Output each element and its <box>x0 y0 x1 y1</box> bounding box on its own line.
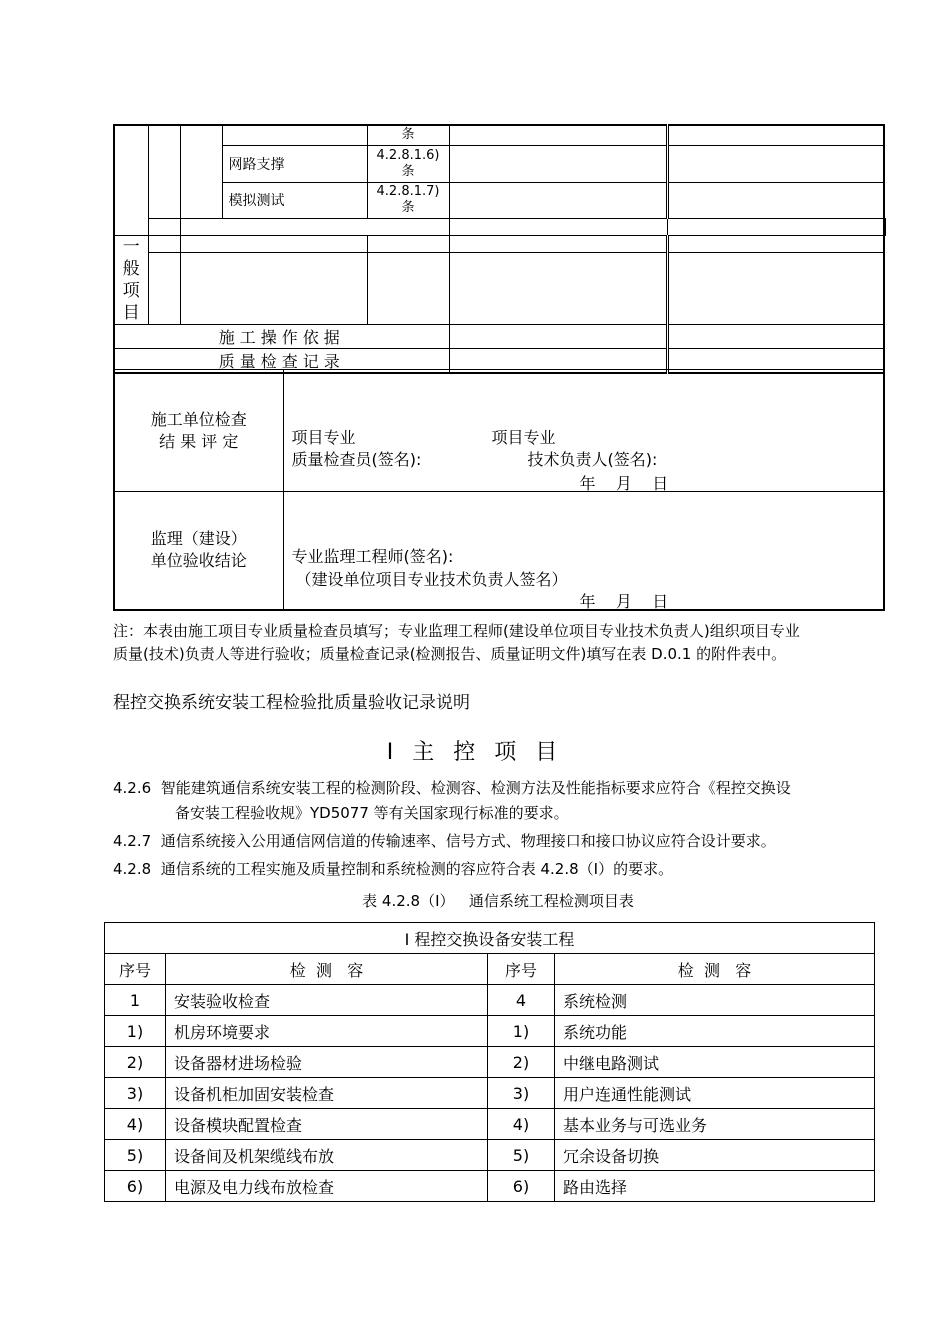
clause-code-line: 条 <box>401 200 415 215</box>
clause-code-line: 4.2.8.1.6) <box>376 147 440 163</box>
clause-text: 通信系统的工程实施及质量控制和系统检测的容应符合表 4.2.8（I）的要求。 <box>160 860 674 878</box>
blank-cell <box>367 252 449 324</box>
seq-cell: 1) <box>105 1016 166 1047</box>
label-char: 目 <box>122 302 140 323</box>
seq-cell: 6) <box>488 1171 555 1202</box>
seq-cell: 3) <box>488 1078 555 1109</box>
clauses <box>113 776 903 882</box>
blank-cell <box>449 145 667 182</box>
evaluation-table <box>113 369 885 611</box>
blank-cell <box>449 125 667 145</box>
blank-cell <box>667 218 884 235</box>
item-cell: 设备器材进场检验 <box>166 1047 488 1078</box>
clause-code-line: 4.2.8.1.7) <box>376 184 440 199</box>
construction-eval-label <box>114 370 283 492</box>
clause-code-line: 条 <box>401 127 415 143</box>
label-line: 结 果 评 定 <box>159 431 239 451</box>
item-cell: 机房环境要求 <box>166 1016 488 1047</box>
main-items-label-cell <box>114 125 148 235</box>
clause-code <box>367 125 449 145</box>
clause-number: 4.2.6 <box>113 779 152 797</box>
clause-code-line: 条 <box>401 163 415 179</box>
form-note <box>113 620 903 666</box>
seq-cell: 1) <box>488 1016 555 1047</box>
blank-cell <box>148 218 180 235</box>
table-row <box>105 985 875 1016</box>
note-line: 注：本表由施工项目专业质量检查员填写；专业监理工程师(建设单位项目专业技术负责人)组织项目专业 <box>113 622 800 640</box>
item-cell: 电源及电力线布放检查 <box>166 1171 488 1202</box>
clause <box>113 776 903 801</box>
seq-cell: 5) <box>105 1140 166 1171</box>
clause-code <box>367 145 449 182</box>
table-row <box>105 1047 875 1078</box>
blank-cell <box>667 182 884 218</box>
label-char: 一 <box>122 236 140 257</box>
inspection-form-continuation <box>113 124 885 374</box>
construction-eval-signatures <box>283 370 884 492</box>
col-header-content: 检 测 容 <box>555 954 875 985</box>
seq-cell: 1 <box>105 985 166 1016</box>
blank-cell <box>667 235 884 252</box>
seq-cell: 4) <box>105 1109 166 1140</box>
clause-text: 通信系统接入公用通信网信道的传输速率、信号方式、物理接口和接口协议应符合设计要求。 <box>160 832 776 850</box>
blank-cell <box>449 252 667 324</box>
note-line: 质量(技术)负责人等进行验收；质量检查记录(检测报告、质量证明文件)填写在表 D.0.1 的附件表中。 <box>113 645 787 663</box>
table-row <box>105 1171 875 1202</box>
blank-cell <box>148 125 180 218</box>
item-cell: 设备模块配置检查 <box>166 1109 488 1140</box>
clause-code <box>367 182 449 218</box>
col-header-seq: 序号 <box>105 954 166 985</box>
seq-cell: 3) <box>105 1078 166 1109</box>
item-cell: 冗余设备切换 <box>555 1140 875 1171</box>
label-line: 监理（建设） <box>150 529 247 549</box>
blank-cell <box>148 235 180 252</box>
item-name <box>222 125 367 145</box>
record-label: 质量检查记录 <box>114 348 449 373</box>
item-name: 网路支撑 <box>222 145 367 182</box>
item-cell: 设备机柜加固安装检查 <box>166 1078 488 1109</box>
blank-cell <box>449 235 667 252</box>
seq-cell: 6) <box>105 1171 166 1202</box>
table-row <box>105 1140 875 1171</box>
item-cell: 系统功能 <box>555 1016 875 1047</box>
clause-text: 智能建筑通信系统安装工程的检测阶段、检测容、检测方法及性能指标要求应符合《程控交换设 <box>160 779 791 797</box>
table-row <box>105 1109 875 1140</box>
item-cell: 设备间及机架缆线布放 <box>166 1140 488 1171</box>
date-line: 年 月 日 <box>579 592 669 611</box>
label-line: 质量检查员(签名): <box>291 450 422 469</box>
table-caption: 表 4.2.8（I） 通信系统工程检测项目表 <box>362 892 634 910</box>
general-items-label <box>114 235 148 324</box>
inspection-items-table <box>104 922 875 1202</box>
table-section-header: Ⅰ 程控交换设备安装工程 <box>105 923 875 954</box>
basis-label: 施工操作依据 <box>114 324 449 348</box>
supervision-label <box>114 492 283 610</box>
label-line: 项目专业 <box>491 428 556 447</box>
table-row <box>105 1016 875 1047</box>
blank-cell <box>449 218 667 235</box>
item-cell: 安装验收检查 <box>166 985 488 1016</box>
table-row <box>105 1078 875 1109</box>
basis-value <box>449 324 667 348</box>
blank-cell <box>367 235 449 252</box>
blank-cell <box>180 235 367 252</box>
seq-cell: 4 <box>488 985 555 1016</box>
main-heading: Ⅰ 主 控 项 目 <box>386 740 564 765</box>
clause-text-continued: 备安装工程验收规》YD5077 等有关国家现行标准的要求。 <box>175 804 569 822</box>
blank-cell <box>148 252 180 324</box>
item-cell: 基本业务与可选业务 <box>555 1109 875 1140</box>
blank-cell <box>667 252 884 324</box>
blank-cell <box>667 145 884 182</box>
section-title: 程控交换系统安装工程检验批质量验收记录说明 <box>113 693 470 713</box>
owner-note: （建设单位项目专业技术负责人签名） <box>295 570 568 589</box>
clause-number: 4.2.7 <box>113 832 152 850</box>
seq-cell: 5) <box>488 1140 555 1171</box>
seq-cell: 4) <box>488 1109 555 1140</box>
item-cell: 系统检测 <box>555 985 875 1016</box>
seq-cell: 2) <box>105 1047 166 1078</box>
col-header-content: 检 测 容 <box>166 954 488 985</box>
label-char: 般 <box>122 258 140 279</box>
blank-cell <box>180 252 367 324</box>
clause-number: 4.2.8 <box>113 860 152 878</box>
tech-lead-signature <box>492 427 658 471</box>
item-cell: 用户连通性能测试 <box>555 1078 875 1109</box>
blank-cell <box>180 218 449 235</box>
label-line: 施工单位检查 <box>150 409 247 429</box>
col-header-seq: 序号 <box>488 954 555 985</box>
label-line: 技术负责人(签名): <box>527 450 658 469</box>
item-cell: 中继电路测试 <box>555 1047 875 1078</box>
blank-cell <box>667 324 884 348</box>
item-name: 模拟测试 <box>222 182 367 218</box>
inspector-signature <box>292 427 422 471</box>
label-line: 单位验收结论 <box>150 551 247 571</box>
supervision-signatures <box>283 492 884 610</box>
engineer-signature: 专业监理工程师(签名): <box>291 547 454 566</box>
label-char: 项 <box>122 280 140 301</box>
date-line: 年 月 日 <box>579 474 669 493</box>
seq-cell: 2) <box>488 1047 555 1078</box>
clause <box>113 829 903 854</box>
blank-cell <box>449 182 667 218</box>
item-cell: 路由选择 <box>555 1171 875 1202</box>
label-line: 项目专业 <box>291 428 356 447</box>
blank-cell <box>667 125 884 145</box>
blank-cell <box>180 125 222 218</box>
clause <box>113 857 903 882</box>
